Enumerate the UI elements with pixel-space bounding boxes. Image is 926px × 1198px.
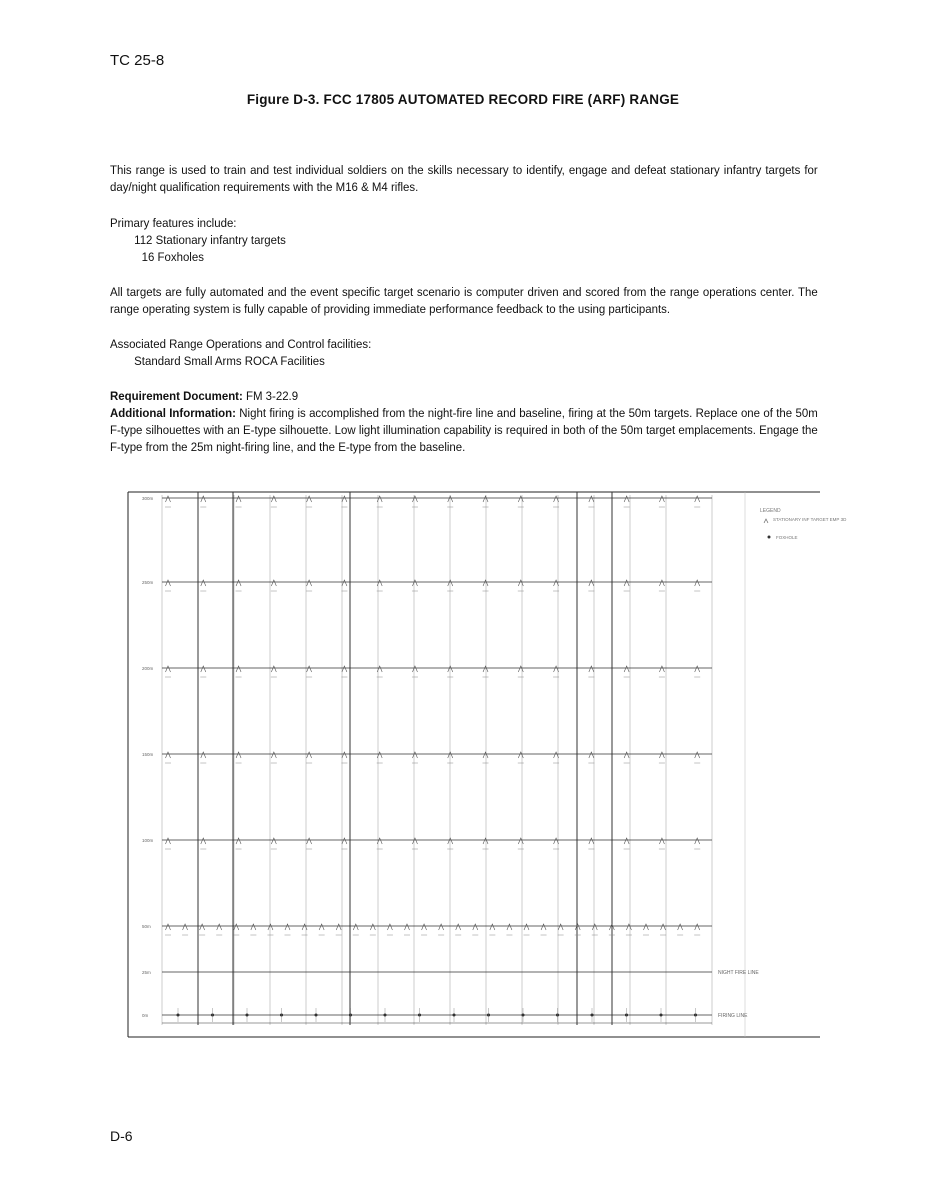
- target-emplacement: [271, 838, 276, 844]
- requirement-label: Requirement Document:: [110, 389, 243, 403]
- target-emplacement: [695, 666, 700, 672]
- target-emplacement: [201, 580, 206, 586]
- legend-target-label: STATIONARY INF TARGET EMP 3D: [773, 517, 847, 522]
- target-emplacement: [626, 924, 631, 930]
- target-emplacement: [166, 666, 171, 672]
- target-emplacement: [285, 924, 290, 930]
- target-emplacement: [518, 496, 523, 502]
- lane-lines: [162, 492, 712, 1025]
- target-emplacement: [589, 496, 594, 502]
- target-emplacement: [201, 666, 206, 672]
- target-emplacement: [592, 924, 597, 930]
- target-emplacement: [659, 580, 664, 586]
- target-emplacement: [589, 838, 594, 844]
- intro-text: This range is used to train and test individual soldiers on the skills necessary to identify, engage and defeat stationary infantry targets for day/night qualification requirements with the M16 & M4 rifles.: [110, 163, 818, 194]
- document-id: TC 25-8: [110, 52, 165, 69]
- target-emplacement: [236, 666, 241, 672]
- target-emplacement: [166, 838, 171, 844]
- target-emplacement: [307, 496, 312, 502]
- target-emplacement: [236, 838, 241, 844]
- target-emplacement: [695, 752, 700, 758]
- requirement-value: FM 3-22.9: [242, 389, 299, 403]
- target-emplacement: [518, 752, 523, 758]
- range-label: 200m: [142, 666, 154, 671]
- range-label: 50m: [142, 924, 151, 929]
- target-emplacement: [342, 838, 347, 844]
- target-emplacement: [518, 666, 523, 672]
- target-emplacement: [234, 924, 239, 930]
- target-emplacement: [659, 838, 664, 844]
- target-emplacement: [307, 752, 312, 758]
- target-emplacement: [483, 752, 488, 758]
- legend-foxhole-label: FOXHOLE: [776, 535, 798, 540]
- target-emplacement: [166, 752, 171, 758]
- requirements-section: [110, 388, 818, 456]
- target-emplacement: [271, 666, 276, 672]
- target-emplacement: [439, 924, 444, 930]
- target-emplacement: [422, 924, 427, 930]
- target-emplacement: [518, 838, 523, 844]
- diagram-frame: [128, 492, 820, 1037]
- target-emplacement: [201, 752, 206, 758]
- intro-paragraph: [110, 162, 818, 196]
- range-label: 300m: [142, 496, 154, 501]
- facilities-heading: Associated Range Operations and Control facilities:: [110, 337, 372, 351]
- night-fire-line-label: NIGHT FIRE LINE: [718, 970, 759, 976]
- target-emplacement: [271, 752, 276, 758]
- target-emplacement: [695, 838, 700, 844]
- target-emplacement: [659, 666, 664, 672]
- target-emplacement: [695, 496, 700, 502]
- features-section: [110, 215, 818, 266]
- facilities-section: [110, 336, 818, 370]
- target-emplacement: [678, 924, 683, 930]
- target-emplacement: [624, 666, 629, 672]
- target-emplacement: [541, 924, 546, 930]
- target-emplacement: [643, 924, 648, 930]
- target-emplacement: [456, 924, 461, 930]
- target-emplacement: [412, 496, 417, 502]
- page-number: D-6: [110, 1128, 133, 1144]
- firing-line-label: FIRING LINE: [718, 1013, 748, 1019]
- target-emplacement: [251, 924, 256, 930]
- target-emplacement: [589, 580, 594, 586]
- figure-title: Figure D-3. FCC 17805 AUTOMATED RECORD FIRE (ARF) RANGE: [246, 92, 680, 107]
- target-emplacement: [483, 838, 488, 844]
- target-emplacement: [524, 924, 529, 930]
- target-emplacement: [217, 924, 222, 930]
- target-emplacement: [271, 496, 276, 502]
- target-emplacement: [624, 496, 629, 502]
- target-emplacement: [387, 924, 392, 930]
- target-emplacement: [695, 580, 700, 586]
- target-emplacement: [659, 752, 664, 758]
- target-emplacement: [412, 838, 417, 844]
- target-emplacement: [473, 924, 478, 930]
- target-emplacement: [589, 752, 594, 758]
- requirement-line: [110, 388, 818, 405]
- target-emplacement: [624, 580, 629, 586]
- range-label: 150m: [142, 752, 154, 757]
- target-emplacement: [307, 838, 312, 844]
- legend-target-icon: [764, 519, 768, 523]
- target-emplacement: [166, 924, 171, 930]
- target-emplacement: [307, 666, 312, 672]
- target-rows: [142, 496, 712, 1018]
- target-emplacement: [624, 752, 629, 758]
- target-emplacement: [336, 924, 341, 930]
- range-label: 100m: [142, 838, 154, 843]
- target-emplacement: [342, 752, 347, 758]
- additional-value: Night firing is accomplished from the night-fire line and baseline, firing at the 50m targets. Replace one of the 50m F-type silhouettes with an E-type silhouette. Low light illumination capability is required in both of the 50m target emplacements. Engage the F-type from the 25m night-firing line, and the E-type from the baseline.: [110, 406, 818, 454]
- range-label: 25m: [142, 970, 151, 975]
- range-diagram: [128, 490, 847, 1040]
- feature-item: 16 Foxholes: [141, 250, 204, 264]
- target-emplacement: [659, 496, 664, 502]
- target-emplacement: [268, 924, 273, 930]
- target-emplacement: [518, 580, 523, 586]
- target-emplacement: [483, 580, 488, 586]
- range-label: 250m: [142, 580, 154, 585]
- firing-line-markers: [162, 1008, 712, 1023]
- target-emplacement: [695, 924, 700, 930]
- target-emplacement: [166, 496, 171, 502]
- target-emplacement: [302, 924, 307, 930]
- target-emplacement: [183, 924, 188, 930]
- target-emplacement: [412, 752, 417, 758]
- target-emplacement: [342, 496, 347, 502]
- target-emplacement: [236, 496, 241, 502]
- target-emplacement: [342, 666, 347, 672]
- range-label: 0m: [142, 1013, 149, 1018]
- target-emplacement: [307, 580, 312, 586]
- target-emplacement: [507, 924, 512, 930]
- target-emplacement: [166, 580, 171, 586]
- target-emplacement: [483, 666, 488, 672]
- target-emplacement: [353, 924, 358, 930]
- target-emplacement: [404, 924, 409, 930]
- automation-paragraph: [110, 284, 818, 318]
- target-emplacement: [490, 924, 495, 930]
- feature-item: 112 Stationary infantry targets: [134, 233, 286, 247]
- target-emplacement: [661, 924, 666, 930]
- legend-title: LEGEND: [760, 508, 781, 514]
- automation-text: All targets are fully automated and the event specific target scenario is computer driven and scored from the range operations center. The range operating system is fully capable of providing immediate performance feedback to the using participants.: [110, 285, 818, 316]
- target-emplacement: [201, 496, 206, 502]
- legend-foxhole-icon: [768, 536, 771, 539]
- target-emplacement: [575, 924, 580, 930]
- target-emplacement: [483, 496, 488, 502]
- target-emplacement: [236, 752, 241, 758]
- target-emplacement: [624, 838, 629, 844]
- features-heading: Primary features include:: [110, 216, 237, 230]
- additional-info: [110, 405, 818, 456]
- target-emplacement: [319, 924, 324, 930]
- target-emplacement: [412, 580, 417, 586]
- target-emplacement: [412, 666, 417, 672]
- target-emplacement: [370, 924, 375, 930]
- target-emplacement: [236, 580, 241, 586]
- target-emplacement: [558, 924, 563, 930]
- target-emplacement: [271, 580, 276, 586]
- target-emplacement: [589, 666, 594, 672]
- facilities-item: Standard Small Arms ROCA Facilities: [134, 354, 325, 368]
- target-emplacement: [200, 924, 205, 930]
- target-emplacement: [201, 838, 206, 844]
- additional-label: Additional Information:: [110, 406, 236, 420]
- target-emplacement: [342, 580, 347, 586]
- legend: [760, 508, 847, 540]
